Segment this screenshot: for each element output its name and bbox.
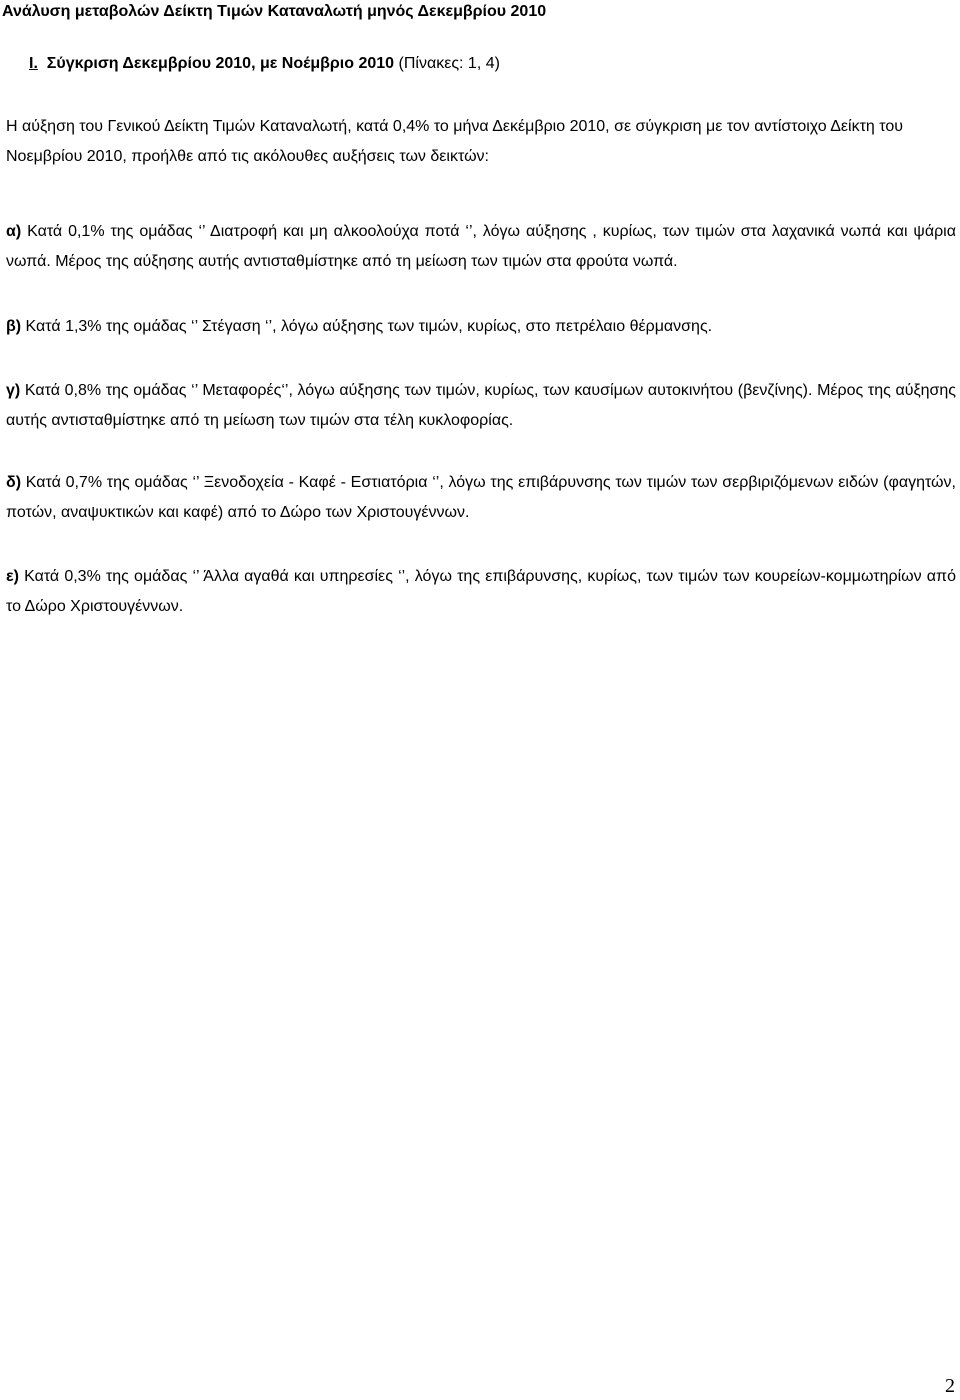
list-item-b bbox=[6, 312, 956, 342]
list-item-label: δ) bbox=[6, 474, 22, 491]
list-item-label: β) bbox=[6, 318, 22, 335]
intro-paragraph: Η αύξηση του Γενικού Δείκτη Τιμών Καταναλωτή, κατά 0,4% το μήνα Δεκέμβριο 2010, σε σύγκριση με τον αντίστοιχο Δείκτη του Νοεμβρίου 2010, προήλθε από τις ακόλουθες αυξήσεις των δεικτών: bbox=[6, 118, 904, 165]
document-title: Ανάλυση μεταβολών Δείκτη Τιμών Καταναλωτή μηνός Δεκεμβρίου 2010 bbox=[2, 3, 547, 20]
list-item-d bbox=[6, 468, 956, 528]
list-item-label: α) bbox=[6, 223, 22, 240]
section-number: Ι. bbox=[29, 55, 38, 72]
list-item-text: Κατά 0,3% της ομάδας ‘’ Άλλα αγαθά και υπηρεσίες ‘’, λόγω της επιβάρυνσης, κυρίως, των τιμών των κουρείων-κομμωτηρίων από το Δώρο Χριστουγέννων. bbox=[6, 568, 956, 615]
list-item-label: ε) bbox=[6, 568, 19, 585]
section-heading bbox=[29, 55, 500, 73]
list-item-c bbox=[6, 376, 956, 436]
list-item-text: Κατά 1,3% της ομάδας ‘’ Στέγαση ‘’, λόγω αύξησης των τιμών, κυρίως, στο πετρέλαιο θέρμανσης. bbox=[25, 318, 713, 335]
section-heading-text: Σύγκριση Δεκεμβρίου 2010, με Νοέμβριο 2010 bbox=[46, 55, 395, 72]
list-item-a bbox=[6, 217, 956, 277]
section-table-note: (Πίνακες: 1, 4) bbox=[398, 55, 500, 72]
page-number: 2 bbox=[945, 1375, 955, 1397]
list-item-text: Κατά 0,8% της ομάδας ‘’ Μεταφορές‘’, λόγω αύξησης των τιμών, κυρίως, των καυσίμων αυτοκινήτου (βενζίνης). Μέρος της αύξησης αυτής αντισταθμίστηκε από τη μείωση των τιμών στα τέλη κυκλοφορίας. bbox=[6, 382, 956, 429]
list-item-text: Κατά 0,1% της ομάδας ‘’ Διατροφή και μη αλκοολούχα ποτά ‘’, λόγω αύξησης , κυρίως, των τιμών στα λαχανικά νωπά και ψάρια νωπά. Μέρος της αύξησης αυτής αντισταθμίστηκε από τη μείωση των τιμών στα φρούτα νωπά. bbox=[6, 223, 956, 270]
list-item-e bbox=[6, 562, 956, 622]
list-item-text: Κατά 0,7% της ομάδας ‘’ Ξενοδοχεία - Καφέ - Εστιατόρια ‘’, λόγω της επιβάρυνσης των τιμών των σερβιριζόμενων ειδών (φαγητών, ποτών, αναψυκτικών και καφέ) από το Δώρο των Χριστουγέννων. bbox=[6, 474, 956, 521]
list-item-label: γ) bbox=[6, 382, 21, 399]
